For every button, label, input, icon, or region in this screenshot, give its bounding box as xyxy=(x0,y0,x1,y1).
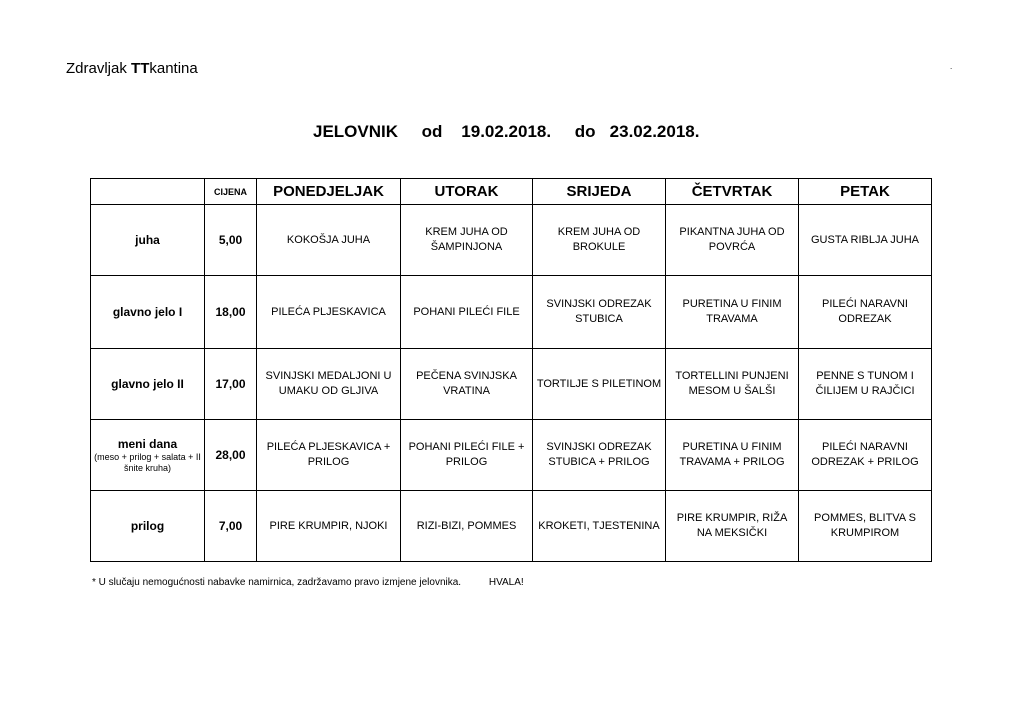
header-row xyxy=(91,179,932,205)
corner-mark: . xyxy=(950,62,953,71)
dish-cell: PEČENA SVINJSKA VRATINA xyxy=(401,349,533,420)
table-row xyxy=(91,205,932,276)
dish-cell: SVINJSKI ODREZAK STUBICA xyxy=(533,276,666,349)
price-cell: 18,00 xyxy=(205,276,257,349)
category-cell xyxy=(91,205,205,276)
price-cell: 7,00 xyxy=(205,491,257,562)
empty-corner-cell xyxy=(91,179,205,205)
brand-prefix: Zdravljak xyxy=(66,60,132,77)
dish-cell: POHANI PILEĆI FILE + PRILOG xyxy=(401,420,533,491)
dish-cell: KREM JUHA OD ŠAMPINJONA xyxy=(401,205,533,276)
dish-cell: PILEĆI NARAVNI ODREZAK xyxy=(799,276,932,349)
dish-cell: GUSTA RIBLJA JUHA xyxy=(799,205,932,276)
dish-cell: KREM JUHA OD BROKULE xyxy=(533,205,666,276)
dish-cell: PILEĆA PLJESKAVICA + PRILOG xyxy=(257,420,401,491)
price-cell: 28,00 xyxy=(205,420,257,491)
dish-cell: SVINJSKI ODREZAK STUBICA + PRILOG xyxy=(533,420,666,491)
brand-tt: TT xyxy=(131,60,150,77)
brand-suffix: kantina xyxy=(149,60,198,77)
dish-cell: PURETINA U FINIM TRAVAMA xyxy=(666,276,799,349)
day-header-wednesday: SRIJEDA xyxy=(533,179,666,205)
dish-cell: PURETINA U FINIM TRAVAMA + PRILOG xyxy=(666,420,799,491)
table-row xyxy=(91,420,932,491)
day-header-monday: PONEDJELJAK xyxy=(257,179,401,205)
dish-cell: POMMES, BLITVA S KRUMPIROM xyxy=(799,491,932,562)
category-label: glavno jelo II xyxy=(111,377,184,391)
category-cell xyxy=(91,420,205,491)
category-cell xyxy=(91,491,205,562)
category-subtitle: (meso + prilog + salata + II šnite kruha) xyxy=(94,451,201,473)
brand-name xyxy=(66,60,198,77)
footer-note: * U slučaju nemogućnosti nabavke namirnica, zadržavamo pravo izmjene jelovnika. HVALA! xyxy=(92,577,524,588)
price-cell: 17,00 xyxy=(205,349,257,420)
dish-cell: TORTELLINI PUNJENI MESOM U ŠALŠI xyxy=(666,349,799,420)
menu-table xyxy=(90,178,932,562)
dish-cell: SVINJSKI MEDALJONI U UMAKU OD GLJIVA xyxy=(257,349,401,420)
dish-cell: PIRE KRUMPIR, NJOKI xyxy=(257,491,401,562)
category-label: juha xyxy=(135,233,160,247)
dish-cell: TORTILJE S PILETINOM xyxy=(533,349,666,420)
table-row xyxy=(91,349,932,420)
table-row xyxy=(91,491,932,562)
dish-cell: PILEĆA PLJESKAVICA xyxy=(257,276,401,349)
category-label: prilog xyxy=(130,519,165,533)
page-title: JELOVNIK od 19.02.2018. do 23.02.2018. xyxy=(313,122,700,141)
category-label: glavno jelo I xyxy=(112,305,183,319)
dish-cell: PENNE S TUNOM I ČILIJEM U RAJČICI xyxy=(799,349,932,420)
price-cell: 5,00 xyxy=(205,205,257,276)
table-row xyxy=(91,276,932,349)
day-header-friday: PETAK xyxy=(799,179,932,205)
dish-cell: PIRE KRUMPIR, RIŽA NA MEKSIČKI xyxy=(666,491,799,562)
day-header-tuesday: UTORAK xyxy=(401,179,533,205)
dish-cell: PIKANTNA JUHA OD POVRĆA xyxy=(666,205,799,276)
category-cell xyxy=(91,349,205,420)
dish-cell: PILEĆI NARAVNI ODREZAK + PRILOG xyxy=(799,420,932,491)
dish-cell: KROKETI, TJESTENINA xyxy=(533,491,666,562)
category-label: meni dana xyxy=(117,436,178,451)
dish-cell: KOKOŠJA JUHA xyxy=(257,205,401,276)
category-cell xyxy=(91,276,205,349)
dish-cell: RIZI-BIZI, POMMES xyxy=(401,491,533,562)
day-header-thursday: ČETVRTAK xyxy=(666,179,799,205)
price-header: CIJENA xyxy=(205,179,257,205)
dish-cell: POHANI PILEĆI FILE xyxy=(401,276,533,349)
